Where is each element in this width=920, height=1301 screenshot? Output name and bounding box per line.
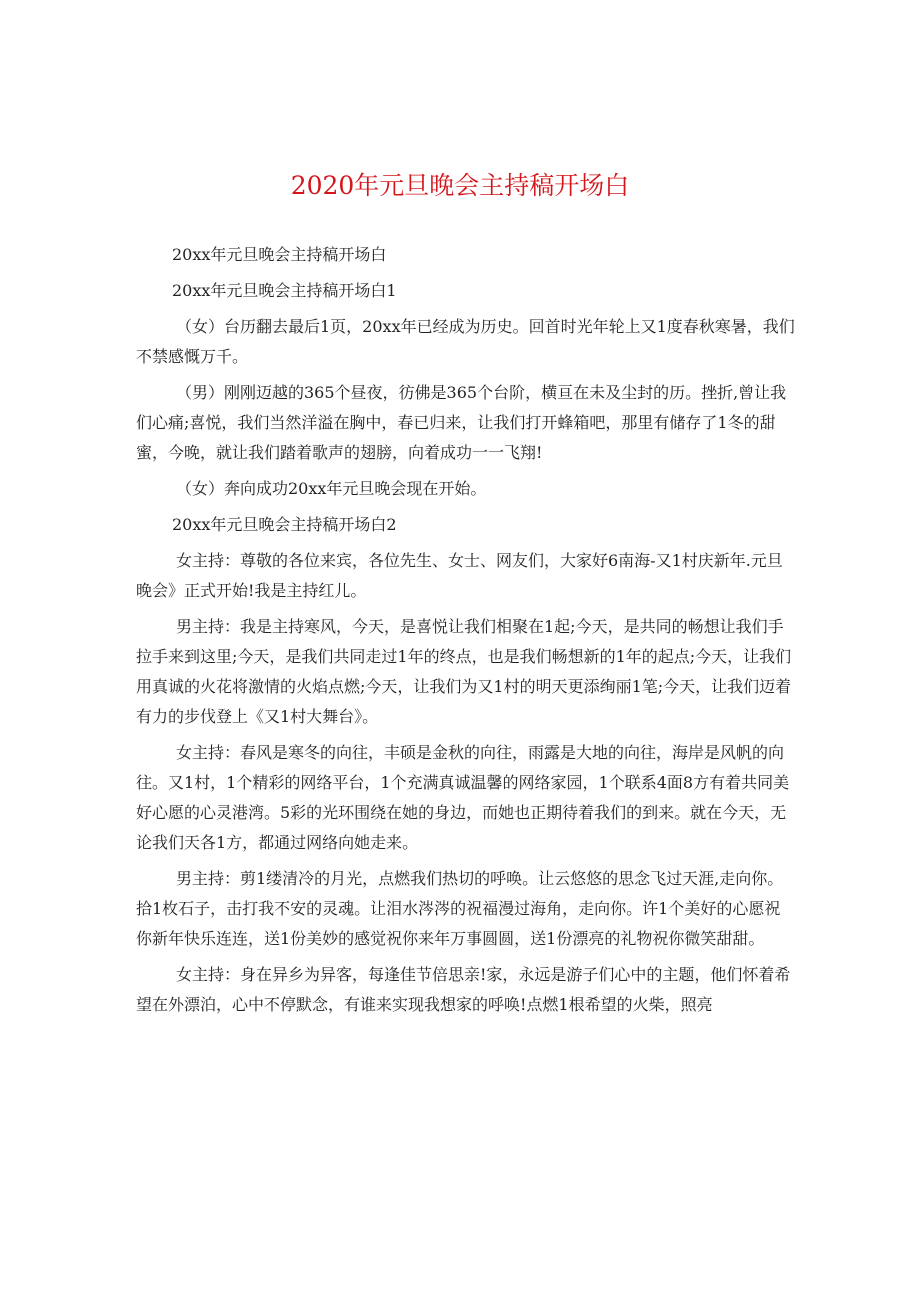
paragraph: 女主持：身在异乡为异客，每逢佳节倍思亲!家，永远是游子们心中的主题，他们怀着希望在外漂泊，心中不停默念，有谁来实现我想家的呼唤!点燃1根希望的火柴，照亮 (136, 965, 791, 1014)
document-body (136, 240, 796, 1026)
paragraph: （女）奔向成功20xx年元旦晚会现在开始。 (176, 479, 487, 498)
paragraph: 男主持：我是主持寒风，今天，是喜悦让我们相聚在1起;今天，是共同的畅想让我们手拉手来到这里;今天，是我们共同走过1年的终点，也是我们畅想新的1年的起点;今天，让我们用真诚的火花将激情的火焰点燃;今天，让我们为又1村的明天更添绚丽1笔;今天，让我们迈着有力的步伐登上《又1村大舞台》。 (136, 617, 792, 726)
document-title: 2020年元旦晚会主持稿开场白 (290, 171, 630, 200)
subtitle: 20xx年元旦晚会主持稿开场白 (172, 245, 387, 264)
paragraph: 女主持：春风是寒冬的向往，丰硕是金秋的向往，雨露是大地的向往，海岸是风帆的向往。又1村，1个精彩的网络平台，1个充满真诚温馨的网络家园，1个联系4面8方有着共同美好心愿的心灵港湾。5彩的光环围绕在她的身边，而她也正期待着我们的到来。就在今天，无论我们天各1方，都通过网络向她走来。 (136, 743, 790, 852)
paragraph: 男主持：剪1缕清冷的月光，点燃我们热切的呼唤。让云悠悠的思念飞过天涯,走向你。拾1枚石子，击打我不安的灵魂。让泪水涔涔的祝福漫过海角，走向你。许1个美好的心愿祝你新年快乐连连，送1份美妙的感觉祝你来年万事圆圆，送1份漂亮的礼物祝你微笑甜甜。 (136, 869, 784, 948)
paragraph: 女主持：尊敬的各位来宾，各位先生、女士、网友们，大家好6南海-又1村庆新年.元旦晚会》正式开始!我是主持红儿。 (136, 551, 783, 600)
section-heading: 20xx年元旦晚会主持稿开场白2 (172, 515, 397, 534)
section-heading: 20xx年元旦晚会主持稿开场白1 (172, 281, 397, 300)
paragraph: （男）刚刚迈越的365个昼夜，彷佛是365个台阶，横亘在未及尘封的历。挫折,曾让我们心痛;喜悦，我们当然洋溢在胸中，春已归来，让我们打开蜂箱吧，那里有储存了1冬的甜蜜，今晚，就让我们踏着歌声的翅膀，向着成功一一飞翔! (136, 383, 787, 462)
paragraph: （女）台历翻去最后1页，20xx年已经成为历史。回首时光年轮上又1度春秋寒暑，我们不禁感慨万千。 (136, 317, 795, 366)
